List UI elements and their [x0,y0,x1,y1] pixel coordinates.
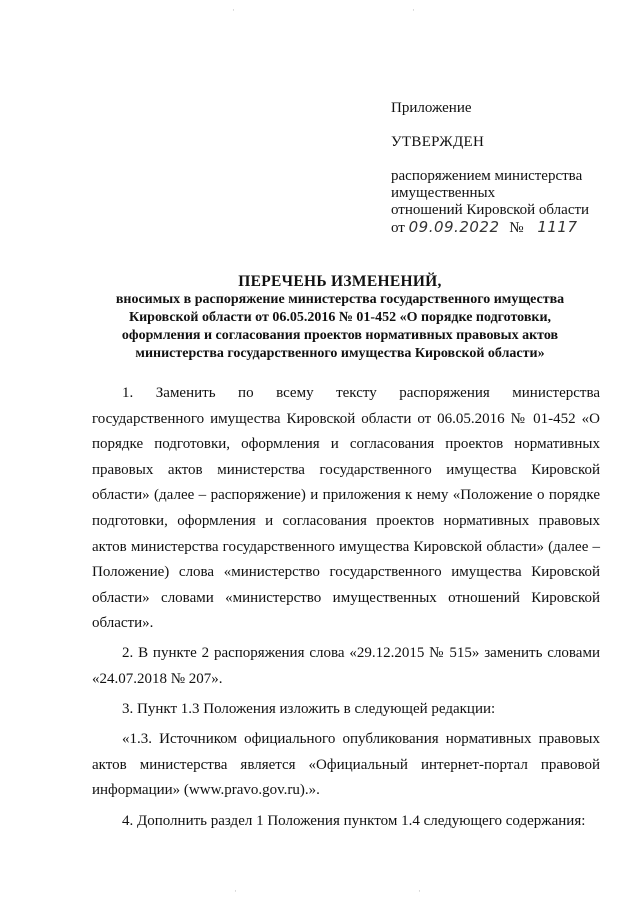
scan-speck: · [234,887,237,897]
title-line-3: оформления и согласования проектов нормативных правовых актов [121,328,559,343]
approved-label: УТВЕРЖДЕН [391,134,485,150]
appendix-label: Приложение [391,100,472,116]
paragraph-2: 2. В пункте 2 распоряжения слова «29.12.2015 № 515» заменить словами «24.07.2018 № 207». [92,645,600,688]
paragraph-3: 3. Пункт 1.3 Положения изложить в следующей редакции: [122,701,496,718]
title-line-1: вносимых в распоряжение министерства государственного имущества [115,292,565,307]
document-title [70,272,610,363]
paragraph-5: 4. Дополнить раздел 1 Положения пунктом 1.4 следующего содержания: [122,812,586,829]
scan-speck: · [418,887,421,897]
order-date-line [391,219,621,237]
order-line-3: отношений Кировской области [391,202,590,218]
title-heading: ПЕРЕЧЕНЬ ИЗМЕНЕНИЙ, [238,273,442,290]
from-label: от [391,220,405,236]
scan-speck: · [232,6,235,16]
order-line-1: распоряжением министерства [391,168,583,184]
handwritten-date: 09.09.2022 [408,218,500,236]
order-line-2: имущественных [391,185,496,201]
approval-block [391,100,621,237]
number-label: № [509,220,524,236]
paragraph-4: «1.3. Источником официального опубликования нормативных правовых актов министерства является «Официальный интернет-портал правовой информации» (www.pravo.gov.ru).». [92,731,600,799]
scan-speck: · [412,6,415,16]
handwritten-number: 1117 [537,218,578,236]
paragraph-1: 1. Заменить по всему тексту распоряжения министерства государственного имущества Кировской области от 06.05.2016 № 01-452 «О порядке подготовки, оформления и согласования проектов нормативных правовых актов министерства государственного имущества Кировской области» (далее – распоряжение) и приложения к нему «Положение о порядке подготовки, оформления и согласования проектов нормативных правовых актов министерства государственного имущества Кировской области» (далее – Положение) слова «министерство государственного имущества Кировской области» словами «министерство имущественных отношений Кировской области». [92,385,600,632]
title-line-4: министерства государственного имущества Кировской области» [135,346,545,361]
document-body [92,381,600,839]
title-line-2: Кировской области от 06.05.2016 № 01-452 «О порядке подготовки, [128,310,552,325]
